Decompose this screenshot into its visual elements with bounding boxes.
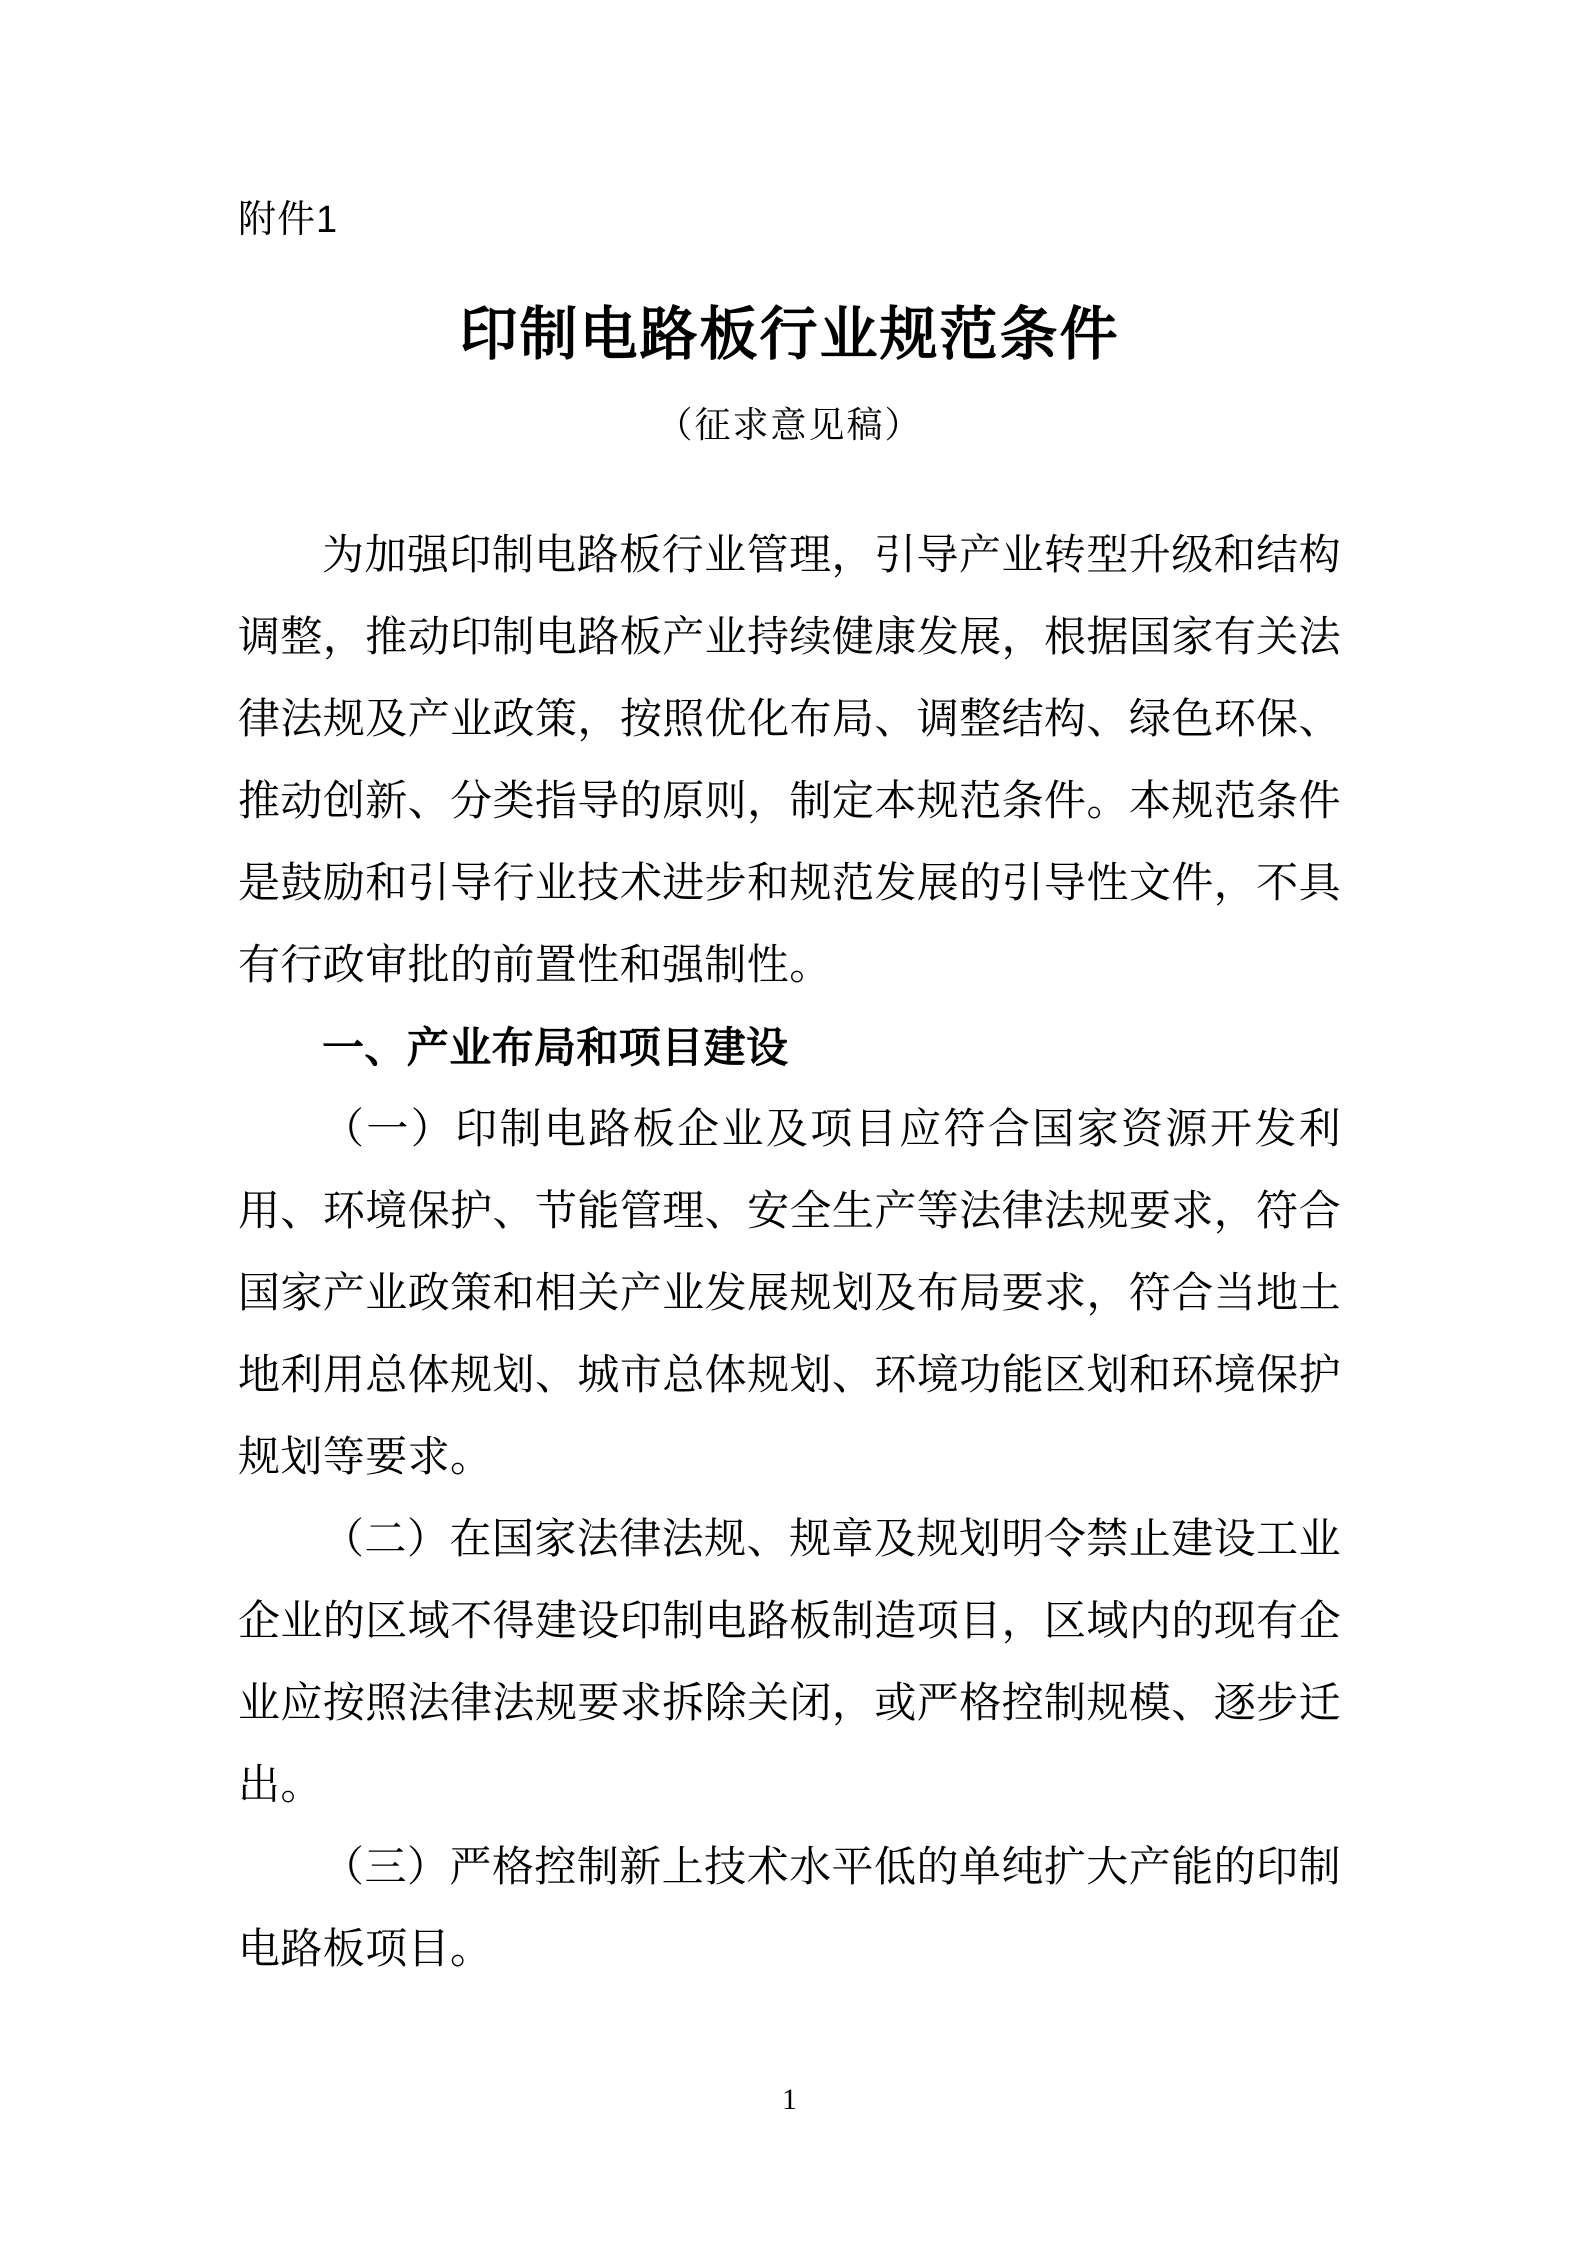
body-paragraph: （一）印制电路板企业及项目应符合国家资源开发利用、环境保护、节能管理、安全生产等法律法规要求，符合国家产业政策和相关产业发展规划及布局要求，符合当地土地利用总体规划、城市总体规划、环境功能区划和环境保护规划等要求。: [238, 1107, 1341, 1481]
attachment-label: 附件1: [238, 199, 339, 241]
body-paragraph: 为加强印制电路板行业管理，引导产业转型升级和结构调整，推动印制电路板产业持续健康发展，根据国家有关法律法规及产业政策，按照优化布局、调整结构、绿色环保、推动创新、分类指导的原则，制定本规范条件。本规范条件是鼓励和引导行业技术进步和规范发展的引导性文件，不具有行政审批的前置性和强制性。: [238, 533, 1341, 989]
document-body: [238, 515, 1341, 1991]
document-subtitle: （征求意见稿）: [656, 405, 923, 445]
section-heading: 一、产业布局和项目建设: [322, 1024, 789, 1071]
document-title: 印制电路板行业规范条件: [459, 302, 1120, 367]
body-paragraph: （二）在国家法律法规、规章及规划明令禁止建设工业企业的区域不得建设印制电路板制造项目，区域内的现有企业应按照法律法规要求拆除关闭，或严格控制规模、逐步迁出。: [238, 1517, 1341, 1809]
body-paragraph: （三）严格控制新上技术水平低的单纯扩大产能的印制电路板项目。: [238, 1845, 1341, 1973]
page-number: 1: [782, 2083, 797, 2116]
